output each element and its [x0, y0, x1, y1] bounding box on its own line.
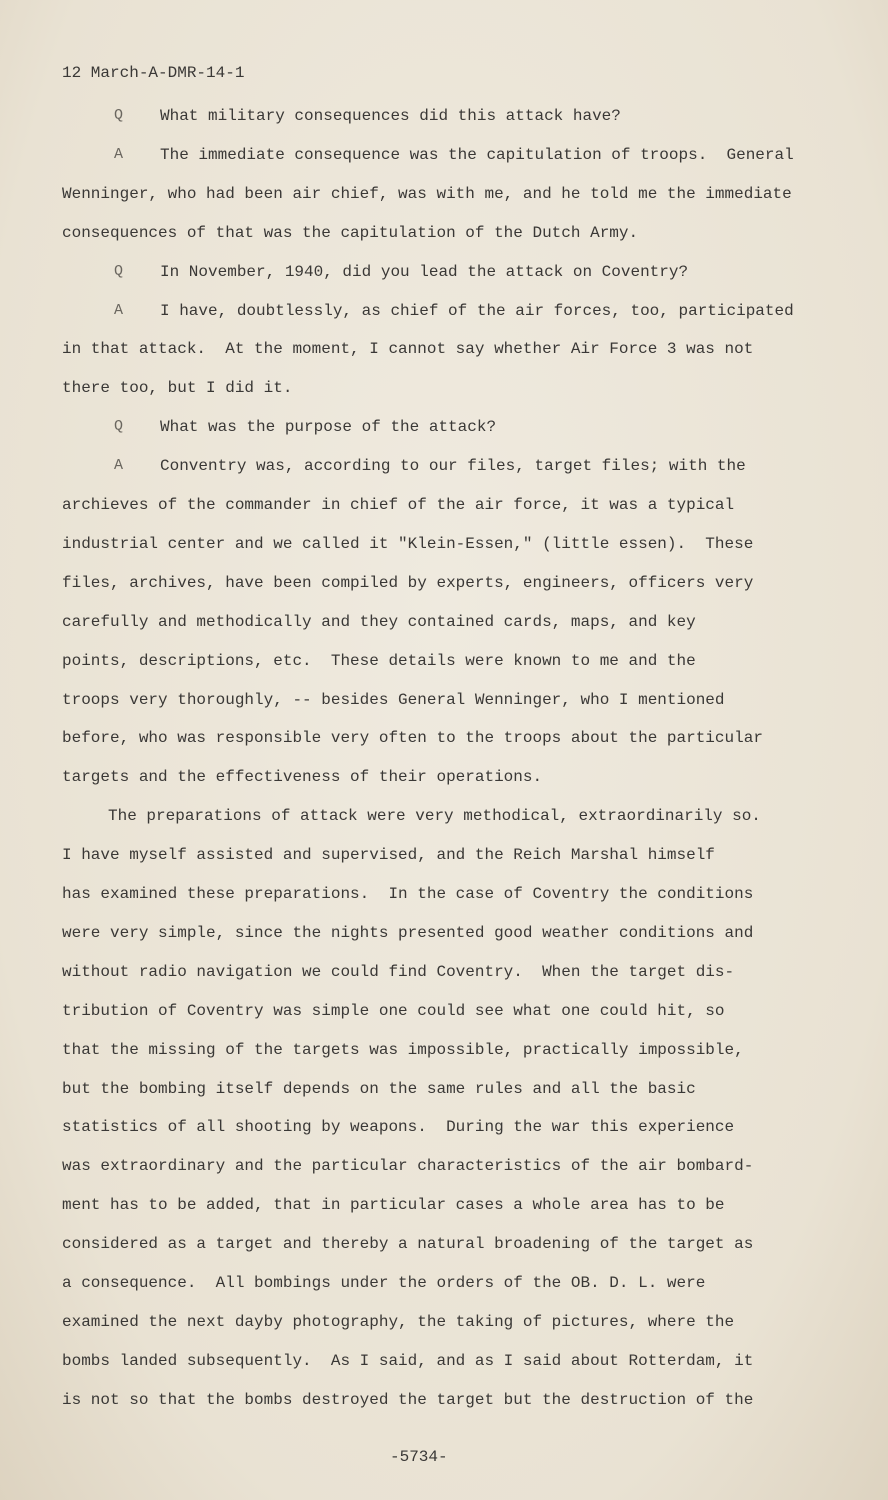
text-line: archieves of the commander in chief of the air force, it was a typical — [62, 496, 735, 514]
text-line: that the missing of the targets was impossible, practically impossible, — [62, 1040, 744, 1059]
text-line: What was the purpose of the attack? — [160, 418, 497, 437]
text-line: were very simple, since the nights presented good weather conditions and — [62, 923, 754, 942]
text-line: industrial center and we called it "Klein-Essen," (little essen). These — [62, 534, 754, 553]
text-line: bombs landed subsequently. As I said, and as I said about Rotterdam, it — [62, 1351, 754, 1370]
text-line: In November, 1940, did you lead the attack on Coventry? — [160, 262, 689, 281]
text-line: there too, but I did it. — [62, 379, 293, 398]
text-line: The immediate consequence was the capitulation of troops. General — [160, 145, 794, 164]
text-line: considered as a target and thereby a natural broadening of the target as — [62, 1235, 754, 1254]
text-line: before, who was responsible very often to the troops about the particular — [62, 729, 763, 748]
text-line: points, descriptions, etc. These details were known to me and the — [62, 651, 696, 670]
text-line: in that attack. At the moment, I cannot say whether Air Force 3 was not — [62, 340, 754, 359]
text-line: but the bombing itself depends on the same rules and all the basic — [62, 1079, 696, 1098]
text-line: targets and the effectiveness of their operations. — [62, 768, 543, 787]
answer-marker: A — [114, 301, 124, 319]
text-line: ment has to be added, that in particular cases a whole area has to be — [62, 1196, 725, 1215]
text-line: Wenninger, who had been air chief, was with me, and he told me the immediate — [62, 184, 792, 203]
text-line: was extraordinary and the particular characteristics of the air bombard- — [62, 1157, 754, 1176]
text-line: statistics of all shooting by weapons. During the war this experience — [62, 1118, 735, 1137]
answer-marker: A — [114, 457, 124, 475]
text-line: examined the next dayby photography, the taking of pictures, where the — [62, 1312, 735, 1331]
question-marker: Q — [114, 418, 124, 436]
question-marker: Q — [114, 262, 124, 280]
text-line: What military consequences did this attack have? — [160, 107, 621, 125]
text-line: carefully and methodically and they contained cards, maps, and key — [62, 612, 696, 631]
answer-marker: A — [114, 145, 124, 163]
text-line: I have myself assisted and supervised, and the Reich Marshal himself — [62, 846, 715, 865]
text-line: consequences of that was the capitulation of the Dutch Army. — [62, 223, 639, 242]
text-line: is not so that the bombs destroyed the target but the destruction of the — [62, 1390, 754, 1409]
text-line: files, archives, have been compiled by experts, engineers, officers very — [62, 573, 754, 592]
text-line: I have, doubtlessly, as chief of the air forces, too, participated — [160, 301, 794, 320]
page-header: 12 March-A-DMR-14-1 — [62, 64, 245, 82]
text-line: tribution of Coventry was simple one could see what one could hit, so — [62, 1001, 725, 1020]
page-number: -5734- — [390, 1448, 448, 1466]
text-line: has examined these preparations. In the case of Coventry the conditions — [62, 885, 754, 903]
text-line: without radio navigation we could find Coventry. When the target dis- — [62, 962, 735, 981]
text-line: Conventry was, according to our files, target files; with the — [160, 457, 746, 476]
text-line: a consequence. All bombings under the orders of the OB. D. L. were — [62, 1274, 706, 1292]
question-marker: Q — [114, 107, 124, 124]
text-line: The preparations of attack were very methodical, extraordinarily so. — [108, 807, 761, 826]
text-line: troops very thoroughly, -- besides General Wenninger, who I mentioned — [62, 690, 725, 709]
